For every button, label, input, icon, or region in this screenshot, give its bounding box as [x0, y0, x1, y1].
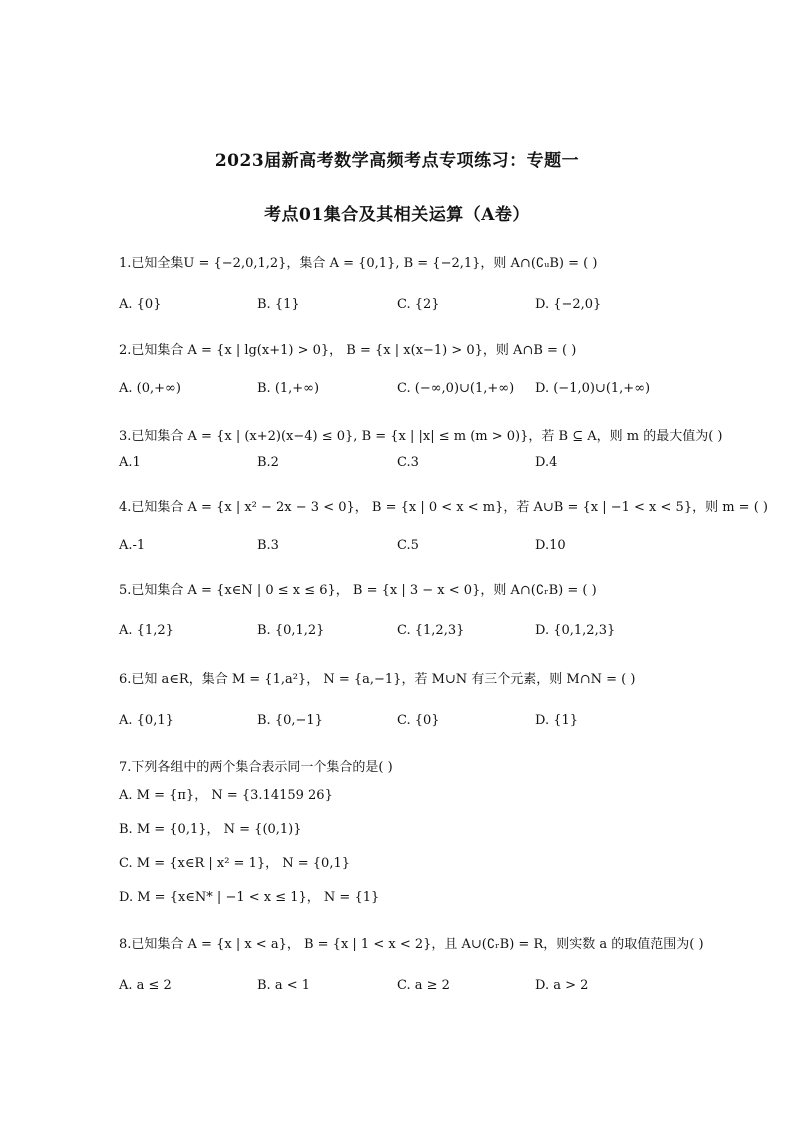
option-b: B. a < 1	[257, 978, 310, 993]
option-c: C. a ≥ 2	[397, 978, 450, 993]
option-a: A. {0}	[119, 297, 162, 312]
option-b: B. (1,+∞)	[257, 381, 320, 396]
option-b: B. {1}	[257, 297, 300, 312]
option-d: D. M = {x∈N* | −1 < x ≤ 1}， N = {1}	[119, 890, 380, 905]
option-d: D.4	[535, 455, 558, 470]
question-3-stem: 3.已知集合 A = {x | (x+2)(x−4) ≤ 0}, B = {x | |x| ≤ m (m > 0)}，若 B ⊆ A，则 m 的最大值为( )	[119, 429, 723, 444]
option-d: D. {1}	[535, 713, 579, 728]
option-c: C. {1,2,3}	[397, 623, 465, 638]
option-c: C.3	[397, 455, 419, 470]
option-d: D.10	[535, 538, 566, 553]
option-b: B. M = {0,1}， N = {(0,1)}	[119, 822, 302, 837]
option-d: D. {−2,0}	[535, 297, 602, 312]
option-d: D. (−1,0)∪(1,+∞)	[535, 381, 651, 396]
option-a: A. {1,2}	[119, 623, 174, 638]
question-7-stem: 7.下列各组中的两个集合表示同一个集合的是( )	[119, 760, 393, 775]
question-2-stem: 2.已知集合 A = {x | lg(x+1) > 0}， B = {x | x(x−1) > 0}，则 A∩B = ( )	[119, 343, 577, 358]
option-a: A. a ≤ 2	[119, 978, 172, 993]
question-1-stem: 1.已知全集U = {−2,0,1,2}，集合 A = {0,1}, B = {−2,1}，则 A∩(∁ᵤB) = ( )	[119, 256, 598, 271]
option-b: B.2	[257, 455, 279, 470]
option-a: A.1	[119, 455, 141, 470]
option-c: C.5	[397, 538, 419, 553]
document-title: 2023届新高考数学高频考点专项练习：专题一	[214, 151, 580, 171]
option-b: B. {0,−1}	[257, 713, 323, 728]
question-6-stem: 6.已知 a∈R，集合 M = {1,a²}， N = {a,−1}，若 M∪N 有三个元素，则 M∩N = ( )	[119, 672, 636, 687]
question-4-stem: 4.已知集合 A = {x | x² − 2x − 3 < 0}， B = {x | 0 < x < m}，若 A∪B = {x | −1 < x < 5}，则 m = ( )	[119, 500, 768, 515]
question-8-stem: 8.已知集合 A = {x | x < a}， B = {x | 1 < x < 2}，且 A∪(∁ᵣB) = R，则实数 a 的取值范围为( )	[119, 937, 704, 952]
option-a: A. (0,+∞)	[119, 381, 181, 396]
option-c: C. {2}	[397, 297, 440, 312]
option-b: B. {0,1,2}	[257, 623, 325, 638]
option-d: D. a > 2	[535, 978, 589, 993]
option-a: A.-1	[119, 538, 146, 553]
document-subtitle: 考点01集合及其相关运算（A卷）	[264, 205, 530, 225]
option-d: D. {0,1,2,3}	[535, 623, 616, 638]
question-5-stem: 5.已知集合 A = {x∈N | 0 ≤ x ≤ 6}， B = {x | 3 − x < 0}，则 A∩(∁ᵣB) = ( )	[119, 583, 597, 598]
option-c: C. {0}	[397, 713, 440, 728]
option-c: C. (−∞,0)∪(1,+∞)	[397, 381, 515, 396]
option-c: C. M = {x∈R | x² = 1}， N = {0,1}	[119, 856, 350, 871]
option-b: B.3	[257, 538, 279, 553]
option-a: A. M = {π}， N = {3.14159 26}	[119, 788, 333, 803]
option-a: A. {0,1}	[119, 713, 174, 728]
question-7-options	[119, 784, 379, 920]
